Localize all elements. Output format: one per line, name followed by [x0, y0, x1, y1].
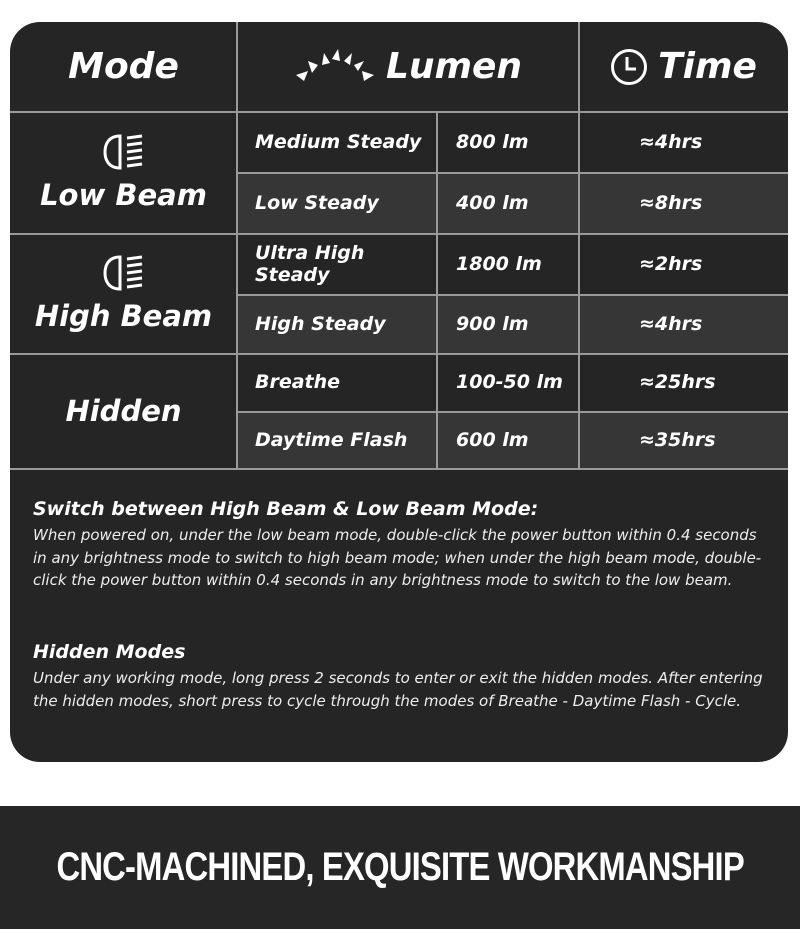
note-hidden — [33, 641, 768, 712]
divider — [10, 468, 788, 470]
table-cell-mode: Ultra High Steady — [255, 241, 365, 286]
divider — [237, 411, 788, 413]
table-cell-lumen: 800 lm — [456, 130, 529, 153]
table-cell-lumen: 600 lm — [456, 428, 529, 451]
divider — [237, 172, 788, 174]
note-switch — [33, 498, 768, 592]
divider — [10, 353, 788, 355]
table-cell-lumen: 400 lm — [456, 191, 529, 214]
table-cell-mode: Breathe — [255, 371, 341, 393]
note-body: Under any working mode, long press 2 seconds to enter or exit the hidden modes. After entering the hidden modes, short press to cycle through the modes of Breathe - Daytime Flash - Cycle. — [33, 669, 763, 710]
divider — [436, 111, 438, 468]
table-cell-mode: Low Steady — [255, 191, 379, 214]
note-body: When powered on, under the low beam mode, double-click the power button within 0.4 seconds in any brightness mode to switch to high beam mode; when under the high beam mode, double-click the power button within 0.4 seconds in any brightness mode to switch to the low beam. — [33, 526, 762, 589]
mode-group-hidden — [10, 353, 237, 468]
header-time-label: Time — [658, 46, 757, 87]
table-cell-mode: Daytime Flash — [255, 428, 408, 451]
table-cell-lumen: 900 lm — [456, 312, 529, 335]
low-beam-icon — [102, 133, 146, 178]
table-cell-mode: High Steady — [255, 312, 386, 335]
sun-rays-icon — [294, 47, 376, 87]
banner-text: CNC-MACHINED, EXQUISITE WORKMANSHIP — [56, 845, 744, 889]
divider — [10, 111, 788, 113]
table-cell-lumen: 100-50 lm — [456, 371, 563, 393]
mode-group-low-beam — [10, 111, 237, 233]
mode-group-label: High Beam — [34, 298, 213, 333]
banner — [0, 806, 800, 929]
table-cell-time: ≈25hrs — [639, 371, 716, 393]
mode-group-label: Low Beam — [40, 177, 207, 212]
divider — [10, 233, 788, 235]
divider — [237, 294, 788, 296]
mode-group-label: Hidden — [65, 393, 182, 428]
note-title: Hidden Modes — [33, 641, 186, 663]
clock-icon — [610, 48, 648, 86]
header-lumen-label: Lumen — [385, 46, 523, 87]
header-time — [579, 22, 788, 111]
note-title: Switch between High Beam & Low Beam Mode: — [33, 498, 539, 520]
header-lumen — [237, 22, 579, 111]
mode-group-high-beam — [10, 233, 237, 353]
header-mode-label: Mode — [68, 46, 179, 87]
high-beam-icon — [102, 254, 146, 299]
table-cell-time: ≈2hrs — [639, 252, 703, 275]
table-cell-time: ≈4hrs — [639, 312, 703, 335]
table-cell-time: ≈4hrs — [639, 130, 703, 153]
header-mode — [10, 22, 237, 111]
table-cell-time: ≈35hrs — [639, 428, 716, 451]
table-cell-time: ≈8hrs — [639, 191, 703, 214]
table-cell-mode: Medium Steady — [255, 130, 422, 153]
table-cell-lumen: 1800 lm — [456, 252, 542, 275]
